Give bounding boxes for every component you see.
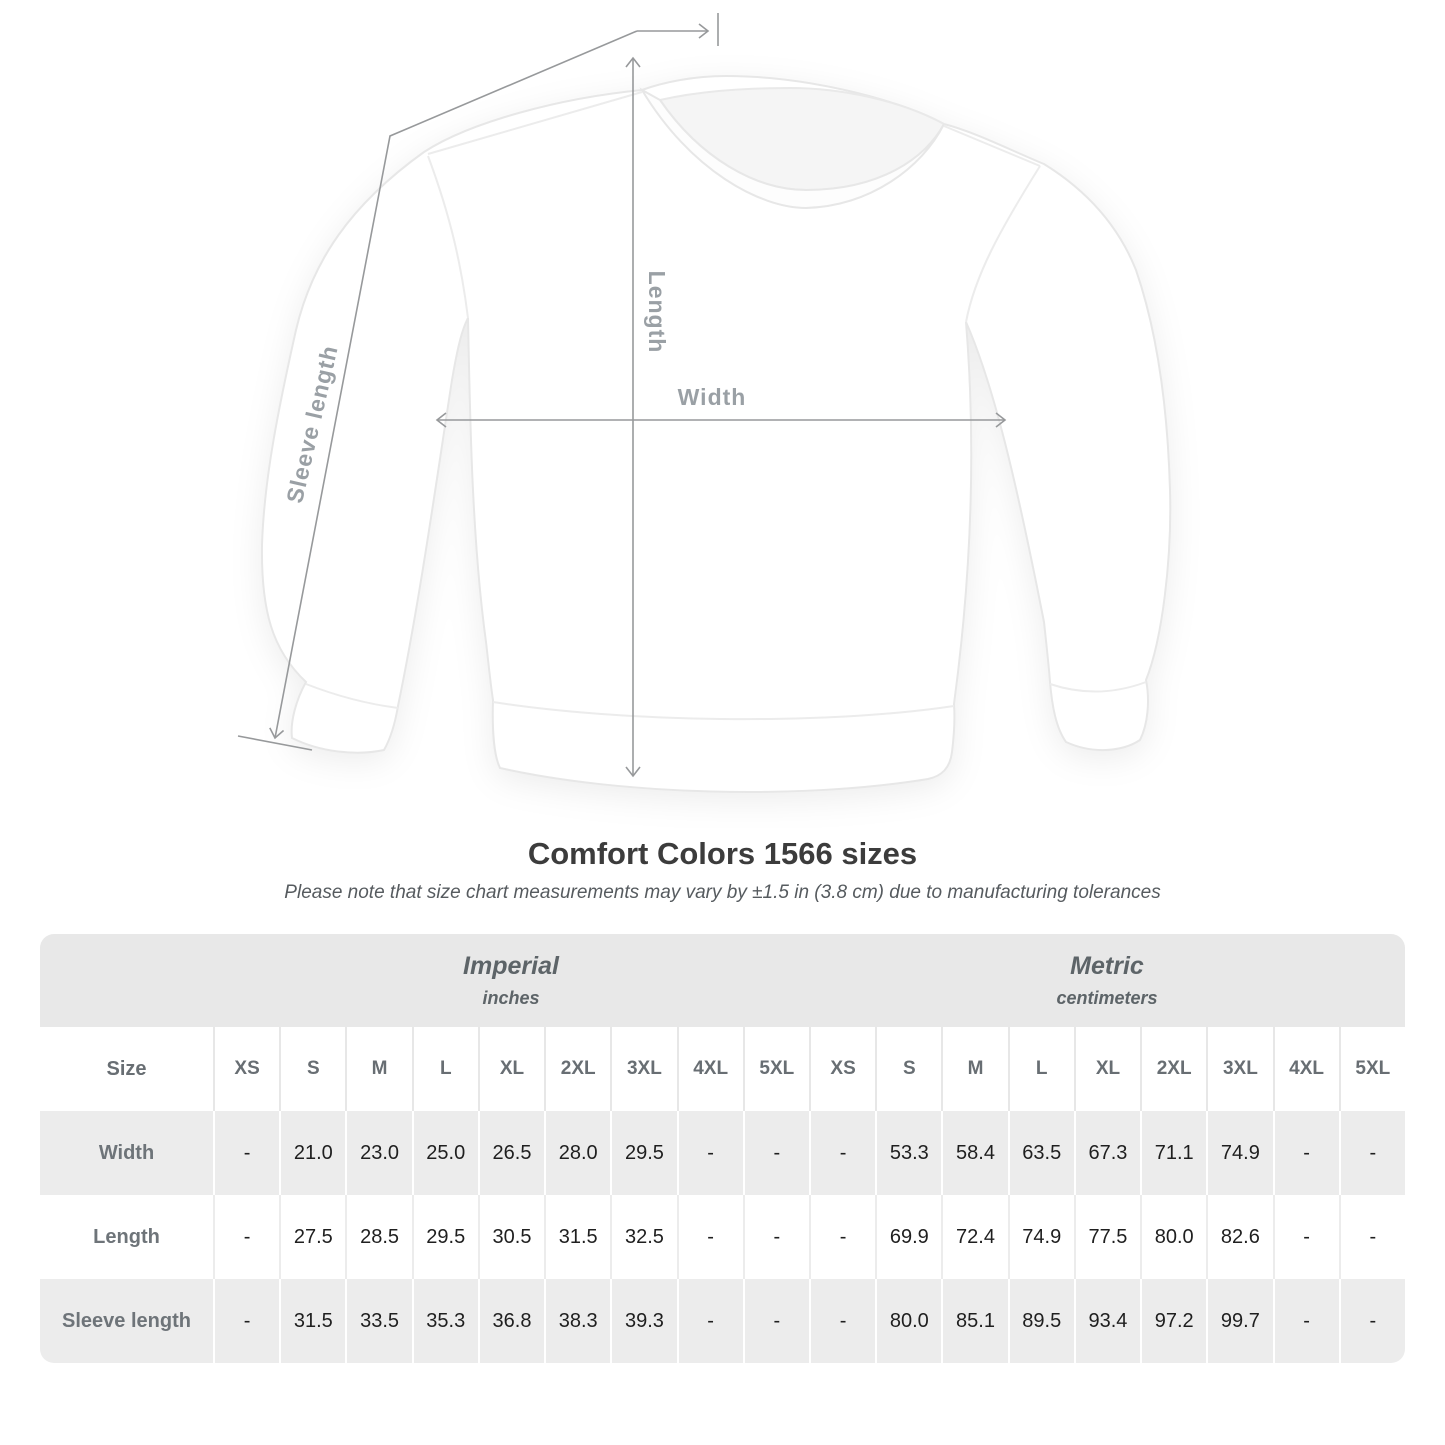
size-value-cell: 89.5 (1008, 1279, 1074, 1363)
sleeve-length-label: Sleeve length (281, 342, 343, 506)
size-value-cell: 33.5 (345, 1279, 411, 1363)
size-value-cell: - (1339, 1111, 1405, 1195)
size-value-cell: - (677, 1279, 743, 1363)
measurement-row (40, 1195, 1405, 1279)
size-col-header-metric: XS (809, 1027, 875, 1111)
size-col-header-metric: XL (1074, 1027, 1140, 1111)
size-value-cell: 23.0 (345, 1111, 411, 1195)
size-value-cell: - (1273, 1195, 1339, 1279)
size-value-cell: - (1339, 1279, 1405, 1363)
size-col-header-imperial: L (412, 1027, 478, 1111)
size-value-cell: 28.0 (544, 1111, 610, 1195)
imperial-sublabel: inches (482, 987, 540, 1008)
size-value-cell: 31.5 (279, 1279, 345, 1363)
size-header-row (40, 1027, 1405, 1111)
measurement-row-label: Sleeve length (40, 1279, 213, 1363)
size-value-cell: 28.5 (345, 1195, 411, 1279)
size-table (40, 934, 1405, 1363)
size-value-cell: 93.4 (1074, 1279, 1140, 1363)
size-col-header-imperial: 5XL (743, 1027, 809, 1111)
size-value-cell: 58.4 (941, 1111, 1007, 1195)
size-value-cell: 82.6 (1206, 1195, 1272, 1279)
size-value-cell: 32.5 (610, 1195, 676, 1279)
size-value-cell: 29.5 (610, 1111, 676, 1195)
size-table-section (0, 934, 1445, 1363)
sweatshirt-illustration (262, 76, 1170, 792)
size-value-cell: - (809, 1195, 875, 1279)
unit-header-row (40, 934, 1405, 1027)
size-value-cell: 77.5 (1074, 1195, 1140, 1279)
measurement-row (40, 1111, 1405, 1195)
size-col-header-imperial: XL (478, 1027, 544, 1111)
size-value-cell: - (1339, 1195, 1405, 1279)
page-subtitle: Please note that size chart measurements may vary by ±1.5 in (3.8 cm) due to manufacturing tolerances (284, 882, 1161, 903)
metric-label: Metric (1070, 952, 1144, 981)
size-value-cell: 27.5 (279, 1195, 345, 1279)
measurement-row-label: Length (40, 1195, 213, 1279)
size-value-cell: - (213, 1279, 279, 1363)
size-value-cell: - (213, 1111, 279, 1195)
size-col-header-metric: 3XL (1206, 1027, 1272, 1111)
size-value-cell: - (1273, 1279, 1339, 1363)
size-col-header-metric: L (1008, 1027, 1074, 1111)
size-col-header-imperial: XS (213, 1027, 279, 1111)
size-col-header-imperial: S (279, 1027, 345, 1111)
measurement-row (40, 1279, 1405, 1363)
size-col-header-imperial: 2XL (544, 1027, 610, 1111)
unit-header-spacer (40, 934, 213, 1027)
size-value-cell: 72.4 (941, 1195, 1007, 1279)
metric-header (809, 934, 1405, 1027)
size-value-cell: 35.3 (412, 1279, 478, 1363)
size-col-header-metric: 2XL (1140, 1027, 1206, 1111)
size-value-cell: - (809, 1279, 875, 1363)
size-value-cell: 30.5 (478, 1195, 544, 1279)
metric-sublabel: centimeters (1056, 987, 1158, 1008)
size-col-header-imperial: 4XL (677, 1027, 743, 1111)
size-corner-header: Size (40, 1027, 213, 1111)
size-value-cell: - (677, 1195, 743, 1279)
size-value-cell: - (1273, 1111, 1339, 1195)
size-col-header-imperial: M (345, 1027, 411, 1111)
size-value-cell: 74.9 (1206, 1111, 1272, 1195)
size-value-cell: 36.8 (478, 1279, 544, 1363)
size-value-cell: 85.1 (941, 1279, 1007, 1363)
size-value-cell: 67.3 (1074, 1111, 1140, 1195)
sweatshirt-body (262, 76, 1170, 792)
size-value-cell: 31.5 (544, 1195, 610, 1279)
page-title: Comfort Colors 1566 sizes (527, 836, 918, 871)
size-value-cell: 39.3 (610, 1279, 676, 1363)
size-value-cell: - (213, 1195, 279, 1279)
size-value-cell: - (809, 1111, 875, 1195)
size-value-cell: 26.5 (478, 1111, 544, 1195)
size-value-cell: 99.7 (1206, 1279, 1272, 1363)
imperial-header (213, 934, 809, 1027)
size-col-header-metric: S (875, 1027, 941, 1111)
width-label: Width (677, 384, 747, 410)
size-col-header-metric: M (941, 1027, 1007, 1111)
imperial-label: Imperial (463, 952, 559, 981)
size-value-cell: 63.5 (1008, 1111, 1074, 1195)
size-value-cell: 21.0 (279, 1111, 345, 1195)
size-value-cell: 53.3 (875, 1111, 941, 1195)
measurement-row-label: Width (40, 1111, 213, 1195)
size-value-cell: 80.0 (1140, 1195, 1206, 1279)
size-value-cell: - (743, 1111, 809, 1195)
size-col-header-imperial: 3XL (610, 1027, 676, 1111)
size-value-cell: 25.0 (412, 1111, 478, 1195)
size-col-header-metric: 5XL (1339, 1027, 1405, 1111)
size-value-cell: - (677, 1111, 743, 1195)
size-value-cell: 38.3 (544, 1279, 610, 1363)
size-col-header-metric: 4XL (1273, 1027, 1339, 1111)
size-value-cell: 29.5 (412, 1195, 478, 1279)
length-label: Length (644, 270, 670, 354)
size-value-cell: 97.2 (1140, 1279, 1206, 1363)
size-value-cell: 71.1 (1140, 1111, 1206, 1195)
size-value-cell: - (743, 1195, 809, 1279)
size-value-cell: 74.9 (1008, 1195, 1074, 1279)
size-value-cell: 69.9 (875, 1195, 941, 1279)
size-value-cell: - (743, 1279, 809, 1363)
size-value-cell: 80.0 (875, 1279, 941, 1363)
